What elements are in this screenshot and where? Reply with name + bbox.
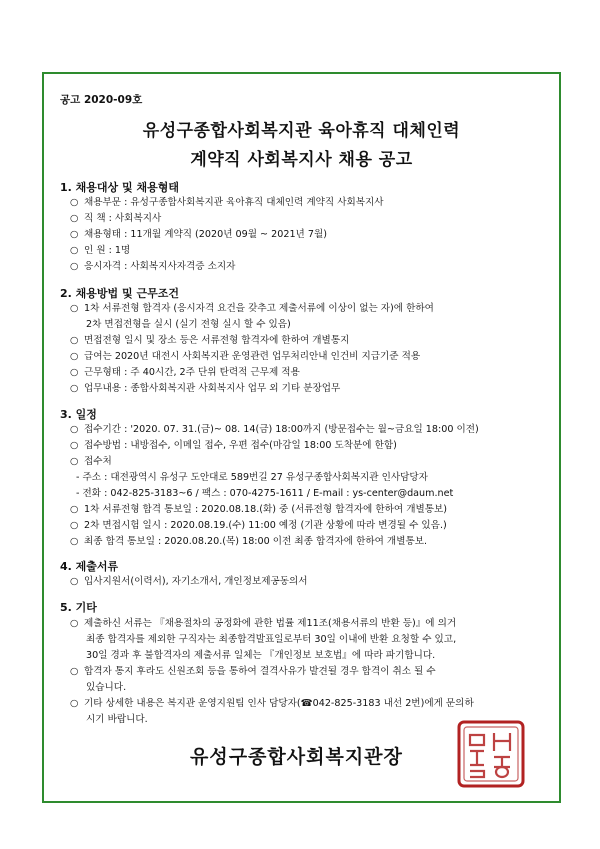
s3-item-first-result: ○ 1차 서류전형 합격 통보일 : 2020.08.18.(화) 중 (서류전형 합격자에 한하여 개별통보) [70, 504, 448, 515]
notice-number: 공고 2020-09호 [60, 94, 143, 106]
s4-item-documents: ○ 입사지원서(이력서), 자기소개서, 개인정보제공동의서 [70, 576, 308, 587]
s1-item-type: ○ 채용형태 : 11개월 계약직 (2020년 09월 ~ 2021년 7월) [70, 229, 327, 240]
section-3-heading: 3. 일정 [60, 408, 97, 421]
s5-item-return-docs: ○ 제출하신 서류는 『채용절차의 공정화에 관한 법률 제11조(채용서류의 반환 등)』에 의거 [70, 618, 457, 629]
s3-item-period: ○ 접수기간 : '2020. 07. 31.(금)~ 08. 14(금) 18:00까지 (방문접수는 월~금요일 18:00 이전) [70, 424, 479, 435]
section-2-heading: 2. 채용방법 및 근무조건 [60, 287, 179, 300]
section-4-heading: 4. 제출서류 [60, 560, 119, 573]
s2-item-interview-notice: ○ 면접전형 일시 및 장소 등은 서류전형 합격자에 한하여 개별통지 [70, 335, 350, 346]
s5-item-cancellation: ○ 합격자 통지 후라도 신원조회 등을 통하여 결격사유가 발견될 경우 합격이 취소 될 수 [70, 666, 436, 677]
section-5-heading: 5. 기타 [60, 601, 97, 614]
s2-item-salary: ○ 급여는 2020년 대전시 사회복지관 운영관련 업무처리안내 인건비 지급기준 적용 [70, 351, 421, 362]
s5-item-return-docs-cont-2: 30일 경과 후 불합격자의 제출서류 일체는 『개인정보 보호법』에 따라 파기합니다. [86, 650, 436, 661]
s5-item-return-docs-cont-1: 최종 합격자를 제외한 구직자는 최종합격발표일로부터 30일 이내에 반환 요청할 수 있고, [86, 634, 457, 645]
s3-item-method: ○ 접수방법 : 내방접수, 이메일 접수, 우편 접수(마감일 18:00 도착분에 한함) [70, 440, 397, 451]
title-line-1: 유성구종합사회복지관 육아휴직 대체인력 [142, 121, 461, 141]
s5-item-inquiry: ○ 기타 상세한 내용은 복지관 운영지원팀 인사 담당자(☎042-825-3183 내선 2번)에게 문의하 [70, 698, 474, 709]
s3-item-final-result: ○ 최종 합격 통보일 : 2020.08.20.(목) 18:00 이전 최종 합격자에 한하여 개별통보. [70, 536, 428, 547]
s1-item-department: ○ 채용부문 : 유성구종합사회복지관 육아휴직 대체인력 계약직 사회복지사 [70, 197, 384, 208]
s1-item-headcount: ○ 인 원 : 1명 [70, 245, 131, 256]
s5-item-cancellation-cont: 있습니다. [86, 682, 127, 693]
signer-name: 유성구종합사회복지관장 [190, 746, 403, 768]
s2-item-duties: ○ 업무내용 : 종합사회복지관 사회복지사 업무 외 기타 분장업무 [70, 383, 341, 394]
s3-contact: - 전화 : 042-825-3183~6 / 팩스 : 070-4275-1611 / E-mail : ys-center@daum.net [76, 488, 454, 499]
s1-item-position: ○ 직 책 : 사회복지사 [70, 213, 162, 224]
s2-item-screening-cont: 2차 면접전형을 실시 (실기 전형 실시 할 수 있음) [86, 319, 291, 330]
s5-item-inquiry-cont: 시기 바랍니다. [86, 714, 148, 725]
s2-item-work-type: ○ 근무형태 : 주 40시간, 2주 단위 탄력적 근무제 적용 [70, 367, 300, 378]
s3-address: - 주소 : 대전광역시 유성구 도안대로 589번길 27 유성구종합사회복지관 인사담당자 [76, 472, 428, 483]
section-1-heading: 1. 채용대상 및 채용형태 [60, 181, 179, 194]
s3-item-interview-date: ○ 2차 면접시험 일시 : 2020.08.19.(수) 11:00 예정 (기관 상황에 따라 변경될 수 있음.) [70, 520, 447, 531]
title-line-2: 계약직 사회복지사 채용 공고 [190, 150, 413, 170]
s3-item-place: ○ 접수처 [70, 456, 112, 467]
s1-item-qualification: ○ 응시자격 : 사회복지사자격증 소지자 [70, 261, 236, 272]
s2-item-screening: ○ 1차 서류전형 합격자 (응시자격 요건을 갖추고 제출서류에 이상이 없는 자)에 한하여 [70, 303, 434, 314]
official-seal-icon [456, 719, 526, 789]
